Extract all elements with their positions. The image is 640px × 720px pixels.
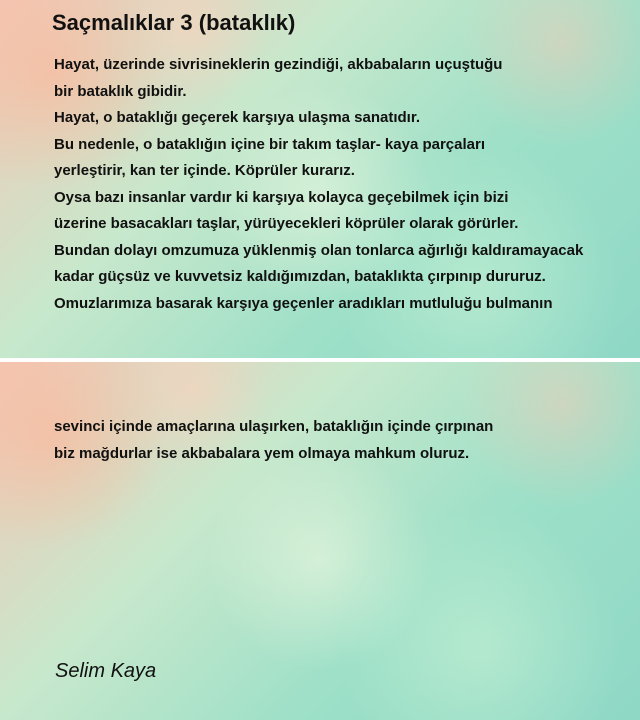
poem-card-top: [0, 0, 640, 358]
poem-author: Selim Kaya: [55, 660, 157, 682]
poem-line: biz mağdurlar ise akbabalara yem olmaya mahkum oluruz.: [54, 444, 470, 462]
poem-line: üzerine basacakları taşlar, yürüyecekleri köprüler olarak görürler.: [54, 215, 519, 232]
poem-line: Bundan dolayı omzumuza yüklenmiş olan tonlarca ağırlığı kaldıramayacak: [54, 241, 584, 259]
poem-lines-top: [54, 52, 583, 317]
poem-card-bottom: [0, 362, 640, 720]
poem-line: Hayat, üzerinde sivrisineklerin gezindiği, akbabaların uçuştuğu: [54, 56, 503, 73]
poem-line: Oysa bazı insanlar vardır ki karşıya kolayca geçebilmek için bizi: [54, 188, 509, 206]
poem-lines-bottom: [54, 414, 493, 467]
poem-line: Bu nedenle, o bataklığın içine bir takım taşlar- kaya parçaları: [54, 135, 485, 153]
poem-line: sevinci içinde amaçlarına ulaşırken, bataklığın içinde çırpınan: [54, 418, 494, 435]
poem-line: bir bataklık gibidir.: [54, 82, 187, 100]
poem-line: Hayat, o bataklığı geçerek karşıya ulaşma sanatıdır.: [54, 109, 421, 126]
poem-line: Omuzlarımıza basarak karşıya geçenler aradıkları mutluluğu bulmanın: [54, 294, 553, 312]
poem-line: kadar güçsüz ve kuvvetsiz kaldığımızdan, bataklıkta çırpınıp dururuz.: [54, 268, 546, 285]
poem-line: yerleştirir, kan ter içinde. Köprüler kurarız.: [54, 162, 355, 179]
poem-title: Saçmalıklar 3 (bataklık): [52, 10, 296, 35]
